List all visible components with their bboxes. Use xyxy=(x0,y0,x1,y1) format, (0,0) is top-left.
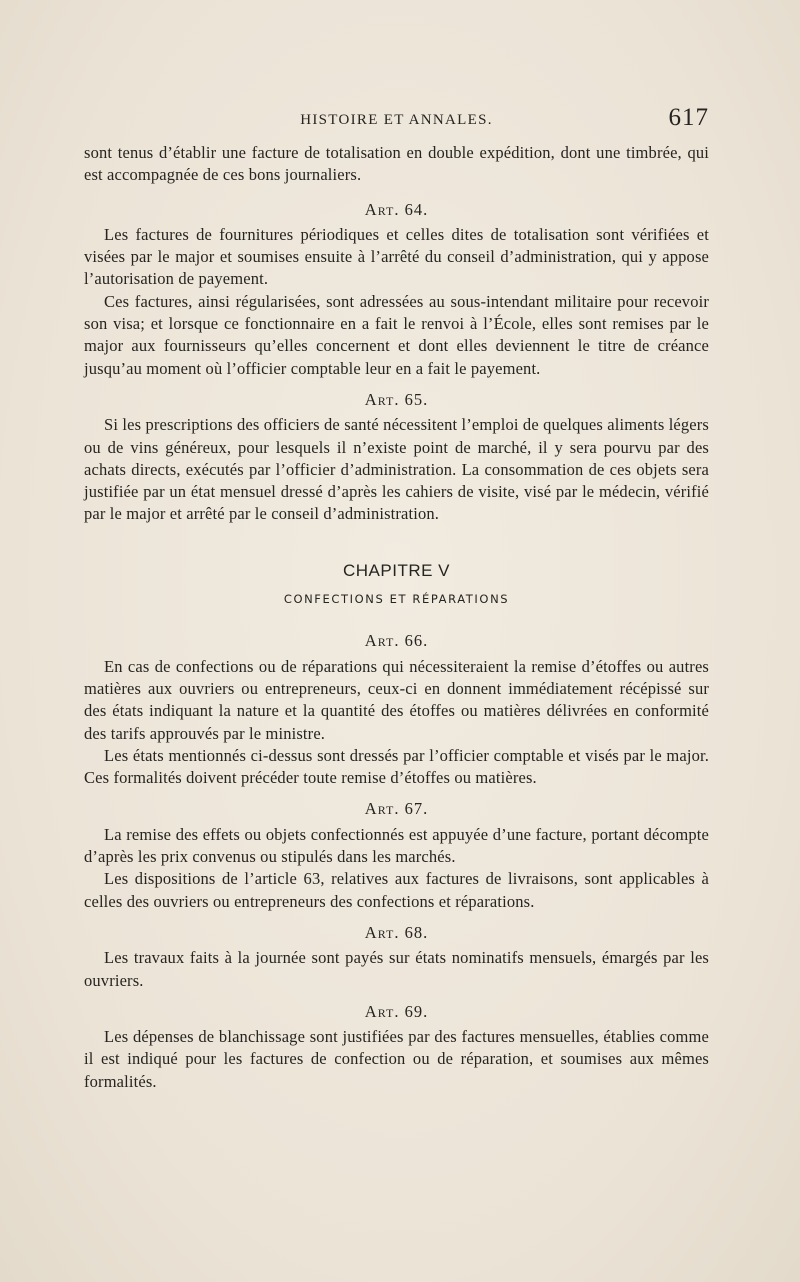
article-heading-64: Art. 64. xyxy=(364,199,429,219)
article-heading-65: Art. 65. xyxy=(364,389,429,409)
paragraph: Les états mentionnés ci-dessus sont dressés par l’officier comptable et visés par le major. Ces formalités doivent précéder toute remise d’étoffes ou matières. xyxy=(84,745,709,788)
article-heading-69: Art. 69. xyxy=(364,1001,429,1021)
paragraph: En cas de confections ou de réparations qui nécessiteraient la remise d’étoffes ou autres matières aux ouvriers ou entrepreneurs, ceux-ci en donnent immédiatement récépissé sur des états indiquant la nature et la quantité des étoffes ou matières délivrées en conformité des tarifs approuvés par le ministre. xyxy=(84,656,709,743)
continuation-paragraph: sont tenus d’établir une facture de totalisation en double expédition, dont une timbrée, qui est accompagnée de ces bons journaliers. xyxy=(84,143,709,185)
paragraph: Les dépenses de blanchissage sont justifiées par des factures mensuelles, établies comme il est indiqué pour les factures de confection ou de réparation, et soumises aux mêmes formalités. xyxy=(84,1027,709,1091)
paragraph: Si les prescriptions des officiers de santé nécessitent l’emploi de quelques aliments légers ou de vins généreux, pour lesquels il n’existe point de marché, il y sera pourvu par des achats directs, exécutés par l’officier d’administration. La consommation de ces objets sera justifiée par un état mensuel dressé d’après les cahiers de visite, visé par le médecin, vérifié par le major et arrêté par le conseil d’administration. xyxy=(84,415,709,524)
article-heading-68: Art. 68. xyxy=(364,922,429,942)
paragraph: Ces factures, ainsi régularisées, sont adressées au sous-intendant militaire pour recevoir son visa; et lorsque ce fonctionnaire en a fait le renvoi à l’École, elles sont remises par le major aux fournisseurs qu’elles concernent et dont elles deviennent le titre de créance jusqu’au moment où l’officier comptable leur en a fait le payement. xyxy=(84,291,709,378)
chapter-subtitle: CONFECTIONS ET RÉPARATIONS xyxy=(283,592,510,607)
chapter-title: CHAPITRE V xyxy=(342,560,451,580)
article-heading-66: Art. 66. xyxy=(364,631,429,651)
page-number: 617 xyxy=(668,104,709,131)
article-heading-67: Art. 67. xyxy=(364,799,429,819)
paragraph: Les travaux faits à la journée sont payés sur états nominatifs mensuels, émargés par les ouvriers. xyxy=(84,948,709,990)
running-head xyxy=(84,104,709,138)
paragraph: Les dispositions de l’article 63, relatives aux factures de livraisons, sont applicables à celles des ouvriers ou entrepreneurs des confections et réparations. xyxy=(84,869,709,911)
paragraph: Les factures de fournitures périodiques et celles dites de totalisation sont vérifiées et visées par le major et soumises ensuite à l’arrêté du conseil d’administration, qui y appose l’autorisation de payement. xyxy=(84,224,709,289)
running-title: HISTOIRE ET ANNALES. xyxy=(300,112,493,128)
page-body xyxy=(84,142,709,1093)
paragraph: La remise des effets ou objets confectionnés est appuyée d’une facture, portant décompte d’après les prix convenus ou stipulés dans les marchés. xyxy=(84,824,709,867)
